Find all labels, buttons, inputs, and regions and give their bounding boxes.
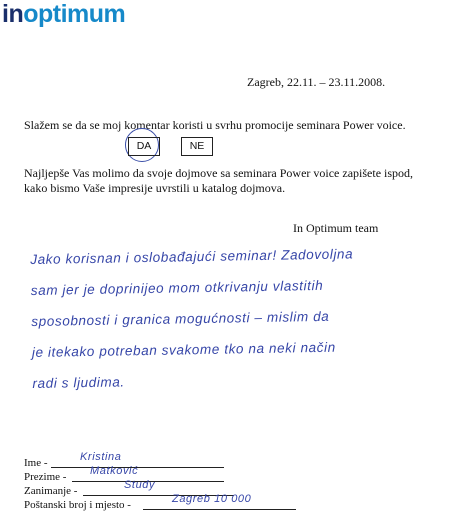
request-line-2: kako bismo Vaše impresije uvrstili u katalog dojmova.	[24, 181, 286, 195]
team-signature: In Optimum team	[293, 221, 379, 235]
comment-line: sposobnosti i granica mogućnosti – mislim da	[31, 308, 330, 329]
surname-value: Matković	[90, 465, 139, 477]
comment-line: Jako korisnan i oslobađajući seminar! Zadovoljna	[30, 246, 354, 267]
comment-line: sam jer je doprinijeo mom otkrivanju vlastitih	[30, 277, 324, 298]
occupation-value: Study	[124, 479, 156, 491]
logo	[2, 2, 125, 27]
postal-value: Zagreb 10 000	[172, 493, 252, 505]
request-text	[24, 166, 413, 196]
field-label: Zanimanje -	[24, 485, 78, 497]
no-checkbox[interactable]: NE	[181, 137, 213, 156]
logo-prefix: in	[2, 0, 24, 28]
consent-text: Slažem se da se moj komentar koristi u svrhu promocije seminara Power voice.	[24, 118, 406, 132]
date-line: Zagreb, 22.11. – 23.11.2008.	[247, 75, 386, 89]
field-label: Prezime -	[24, 471, 67, 483]
yes-checkbox[interactable]: DA	[128, 137, 160, 156]
comment-line: je itekako potreban svakome tko na neki način	[31, 339, 336, 360]
handwritten-comment	[30, 237, 448, 399]
logo-suffix: optimum	[23, 0, 126, 28]
request-line-1: Najljepše Vas molimo da svoje dojmove sa seminara Power voice zapišete ispod,	[24, 166, 414, 180]
field-label: Ime -	[24, 457, 48, 469]
name-value: Kristina	[80, 451, 122, 463]
comment-line: radi s ljudima.	[32, 374, 125, 391]
field-label: Poštanski broj i mjesto -	[24, 499, 131, 511]
